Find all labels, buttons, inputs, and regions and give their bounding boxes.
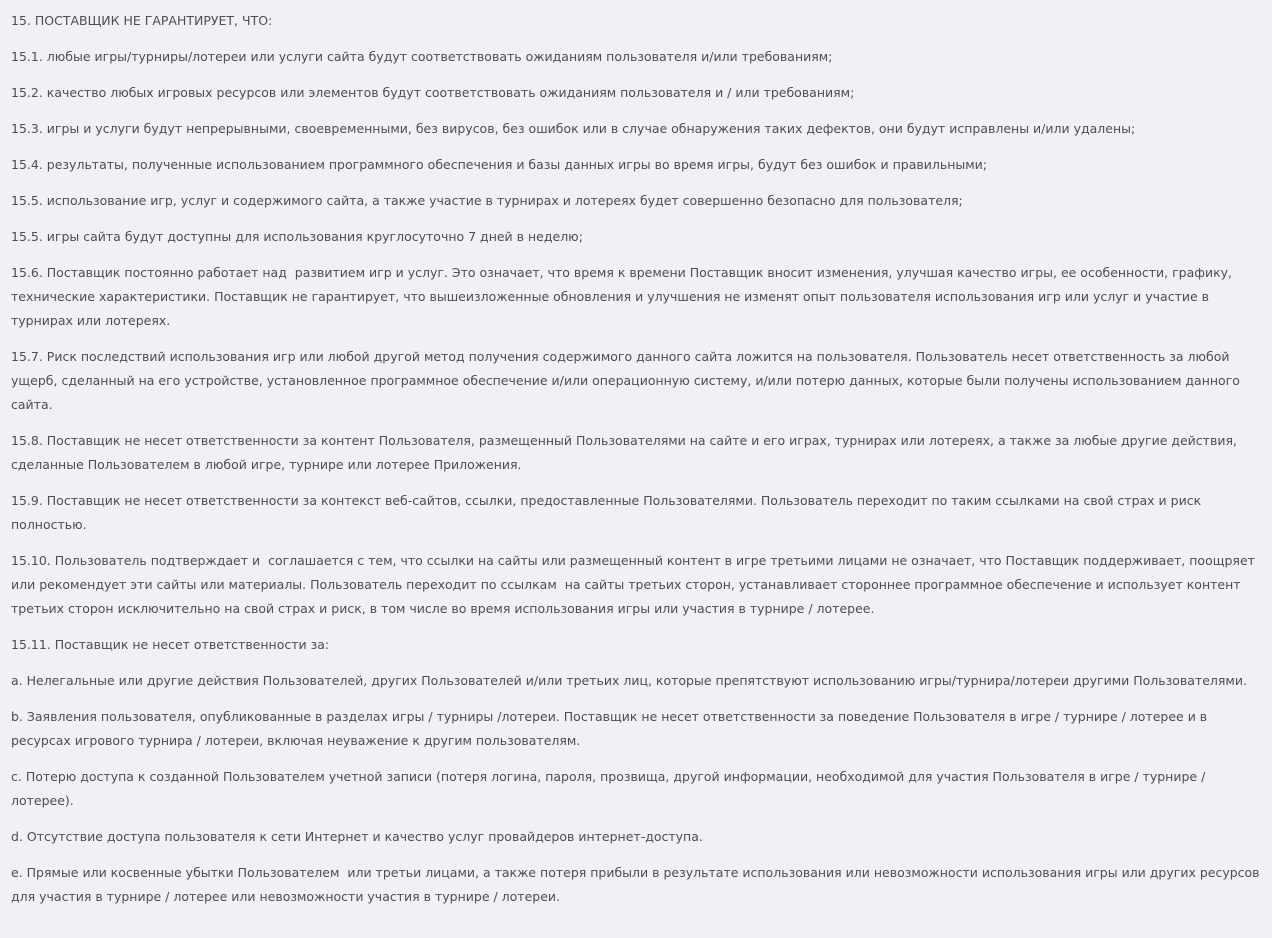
section-heading: 15. ПОСТАВЩИК НЕ ГАРАНТИРУЕТ, ЧТО: <box>11 13 273 28</box>
clause-15-2: 15.2. качество любых игровых ресурсов или элементов будут соответствовать ожиданиям пользователя и / или требованиям; <box>11 85 855 100</box>
subclause-c: c. Потерю доступа к созданной Пользователем учетной записи (потеря логина, пароля, прозвища, другой информации, необходимой для участия Пользователя в игре / турнире / лотерее). <box>11 769 1210 808</box>
clause-15-1: 15.1. любые игры/турниры/лотереи или услуги сайта будут соответствовать ожиданиям пользователя и/или требованиям; <box>11 49 833 64</box>
clause-15-6: 15.6. Поставщик постоянно работает над развитием игр и услуг. Это означает, что время к времени Поставщик вносит изменения, улучшая качество игры, ее особенности, графику, технические характеристики. Поставщик не гарантирует, что вышеизложенные обновления и улучшения не изменят опыт пользователя использования игр или услуг и участие в турнирах или лотереях. <box>11 265 1236 328</box>
clause-15-3: 15.3. игры и услуги будут непрерывными, своевременными, без вирусов, без ошибок или в случае обнаружения таких дефектов, они будут исправлены и/или удалены; <box>11 121 1136 136</box>
clause-15-9: 15.9. Поставщик не несет ответственности за контекст веб-сайтов, ссылки, предоставленные Пользователями. Пользователь переходит по таким ссылками на свой страх и риск полностью. <box>11 493 1206 532</box>
subclause-e: e. Прямые или косвенные убытки Пользователем или третьи лицами, а также потеря прибыли в результате использования или невозможности использования игры или других ресурсов для участия в турнире / лотерее или невозможности участия в турнире / лотереи. <box>11 865 1264 904</box>
clause-15-5-availability: 15.5. игры сайта будут доступны для использования круглосуточно 7 дней в неделю; <box>11 229 583 244</box>
clause-15-11: 15.11. Поставщик не несет ответственности за: <box>11 637 330 652</box>
subclause-a: a. Нелегальные или другие действия Пользователей, других Пользователей и/или третьих лиц, которые препятствуют использованию игры/турнира/лотереи другими Пользователями. <box>11 673 1247 688</box>
clause-15-8: 15.8. Поставщик не несет ответственности за контент Пользователя, размещенный Пользователями на сайте и его играх, турнирах или лотереях, а также за любые другие действия, сделанные Пользователем в любой игре, турнире или лотерее Приложения. <box>11 433 1241 472</box>
clause-15-5: 15.5. использование игр, услуг и содержимого сайта, а также участие в турнирах и лотереях будет совершенно безопасно для пользователя; <box>11 193 963 208</box>
clause-15-10: 15.10. Пользователь подтверждает и соглашается с тем, что ссылки на сайты или размещенный контент в игре третьими лицами не означает, что Поставщик поддерживает, поощряет или рекомендует эти сайты или материалы. Пользователь переходит по ссылкам на сайты третьих сторон, устанавливает стороннее программное обеспечение и использует контент третьих сторон исключительно на свой страх и риск, в том числе во время использования игры или участия в турнире / лотерее. <box>11 553 1259 616</box>
subclause-b: b. Заявления пользователя, опубликованные в разделах игры / турниры /лотереи. Поставщик не несет ответственности за поведение Пользователя в игре / турнире / лотерее и в ресурсах игрового турнира / лотереи, включая неуважение к другим пользователям. <box>11 709 1212 748</box>
clause-15-4: 15.4. результаты, полученные использованием программного обеспечения и базы данных игры во время игры, будут без ошибок и правильными; <box>11 157 988 172</box>
clause-15-7: 15.7. Риск последствий использования игр или любой другой метод получения содержимого данного сайта ложится на пользователя. Пользователь несет ответственность за любой ущерб, сделанный на его устройстве, установленное программное обеспечение и/или операционную систему, и/или потерю данных, которые были получены использованием данного сайта. <box>11 349 1244 412</box>
subclause-d: d. Отсутствие доступа пользователя к сети Интернет и качество услуг провайдеров интернет-доступа. <box>11 829 703 844</box>
